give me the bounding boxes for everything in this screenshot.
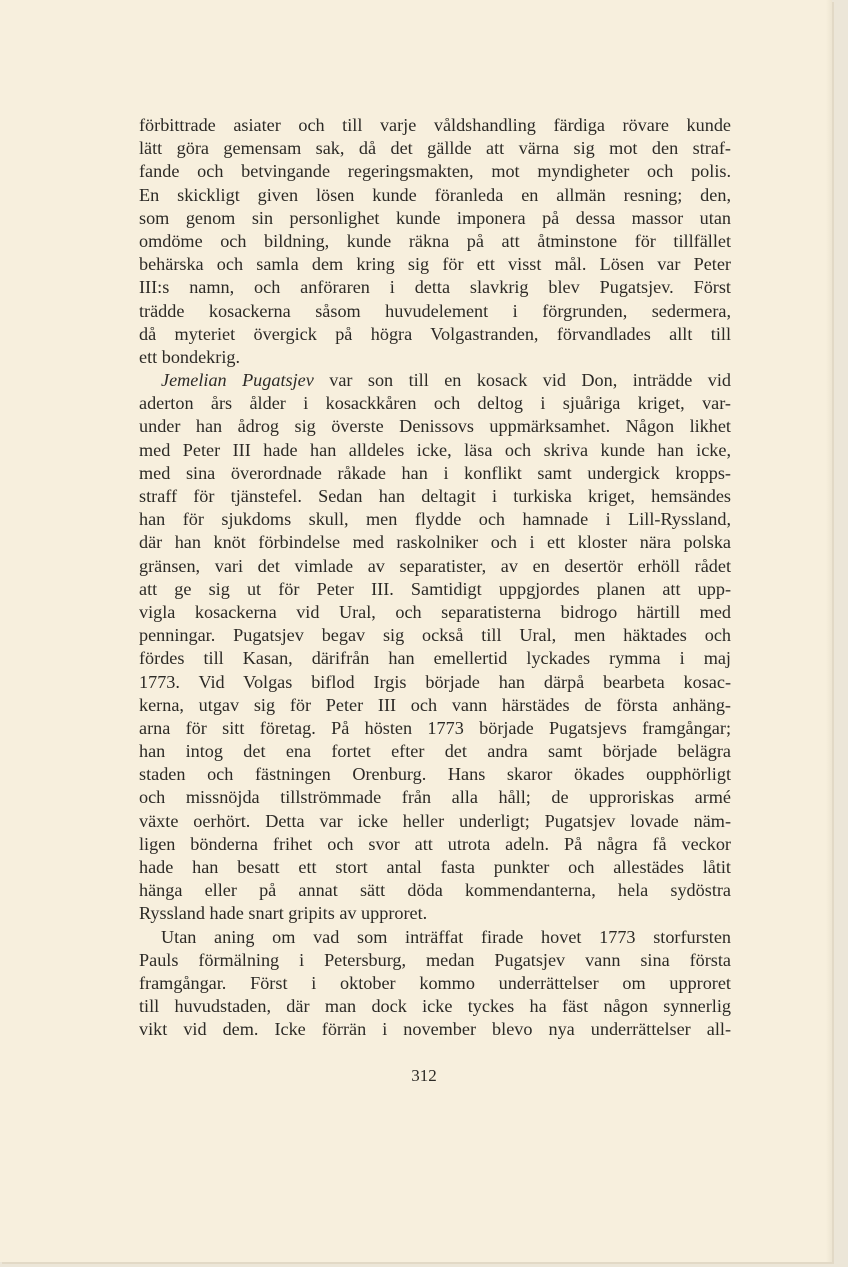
text-line: lätt göra gemensam sak, då det gällde att värna sig mot den straf- [139,138,731,159]
text-line: fande och betvingande regeringsmakten, mot myndigheter och polis. [139,161,731,182]
text-line: vikt vid dem. Icke förrän i november blevo nya underrättelser all- [139,1019,731,1040]
text-line: till huvudstaden, där man dock icke tyckes ha fäst någon synnerlig [139,996,731,1017]
text-line: straff för tjänstefel. Sedan han deltagit i turkiska kriget, hemsändes [139,486,731,506]
text-line: framgångar. Först i oktober kommo underrättelser om upproret [139,972,731,993]
text-run: var son till en kosack vid Don, inträdde vid [313,370,731,391]
text-line: han för sjukdoms skull, men flydde och hamnade i Lill-Ryssland, [139,509,731,530]
text-line: arna för sitt företag. På hösten 1773 började Pugatsjevs framgångar; [139,717,731,738]
text-line: ligen bönderna frihet och svor att utrota adeln. På några få veckor [139,833,731,854]
text-line: ett bondekrig. [139,346,241,367]
paragraph-first-line [139,369,731,392]
text-line: förbittrade asiater och till varje våldshandling färdiga rövare kunde [139,115,731,135]
text-line: hänga eller på annat sätt döda kommendanterna, hela sydöstra [139,880,731,901]
text-line: staden och fästningen Orenburg. Hans skaror ökades oupphörligt [139,764,731,785]
text-line: med Peter III hade han alldeles icke, läsa och skriva kunde han icke, [139,439,731,460]
text-line: trädde kosackerna såsom huvudelement i förgrunden, sedermera, [139,300,731,321]
page-number: 312 [411,1066,437,1085]
text-line: penningar. Pugatsjev begav sig också till Ural, men häktades och [139,625,731,646]
text-line: Pauls förmälning i Petersburg, medan Pugatsjev vann sina första [139,949,731,970]
text-line: han intog det ena fortet efter det andra samt började belägra [139,741,731,762]
text-line: växte oerhört. Detta var icke heller underligt; Pugatsjev lovade näm- [139,810,731,831]
text-line: aderton års ålder i kosackkåren och deltog i sjuåriga kriget, var- [139,393,731,414]
text-line: då myteriet övergick på högra Volgastranden, förvandlades allt till [139,323,731,344]
text-line: under han ådrog sig överste Denissovs uppmärksamhet. Någon likhet [139,416,731,437]
text-line: III:s namn, och anföraren i detta slavkrig blev Pugatsjev. Först [139,277,731,298]
text-line: och missnöjda tillströmmade från alla håll; de upproriskas armé [139,787,731,808]
text-line: behärska och samla dem kring sig för ett visst mål. Lösen var Peter [139,254,731,275]
text-line: med sina överordnade råkade han i konflikt samt undergick kropps- [139,462,731,483]
text-line: kerna, utgav sig för Peter III och vann härstädes de första anhäng- [139,694,731,715]
text-line: som genom sin personlighet kunde imponera på dessa massor utan [139,207,731,228]
text-line: att ge sig ut för Peter III. Samtidigt uppgjordes planen att upp- [139,578,731,599]
text-line: gränsen, vari det vimlade av separatister, av en desertör erhöll rådet [139,555,731,576]
text-line: fördes till Kasan, därifrån han emellertid lyckades rymma i maj [139,648,731,669]
text-line: Ryssland hade snart gripits av upproret. [139,903,428,924]
body-text [139,114,731,1042]
text-line: En skickligt given lösen kunde föranleda en allmän resning; den, [139,184,731,205]
text-line: 1773. Vid Volgas biflod Irgis började han därpå bearbeta kosac- [139,671,731,692]
text-line: Utan aning om vad som inträffat firade hovet 1773 storfursten [161,926,731,947]
text-line: hade han besatt ett stort antal fasta punkter och allestädes låtit [139,857,731,877]
person-name: Jemelian Pugatsjev [161,370,314,391]
text-line: vigla kosackerna vid Ural, och separatisterna bidrogo härtill med [139,601,731,622]
text-line: omdöme och bildning, kunde räkna på att åtminstone för tillfället [139,230,731,251]
text-line: där han knöt förbindelse med raskolniker och i ett kloster nära polska [139,532,731,553]
